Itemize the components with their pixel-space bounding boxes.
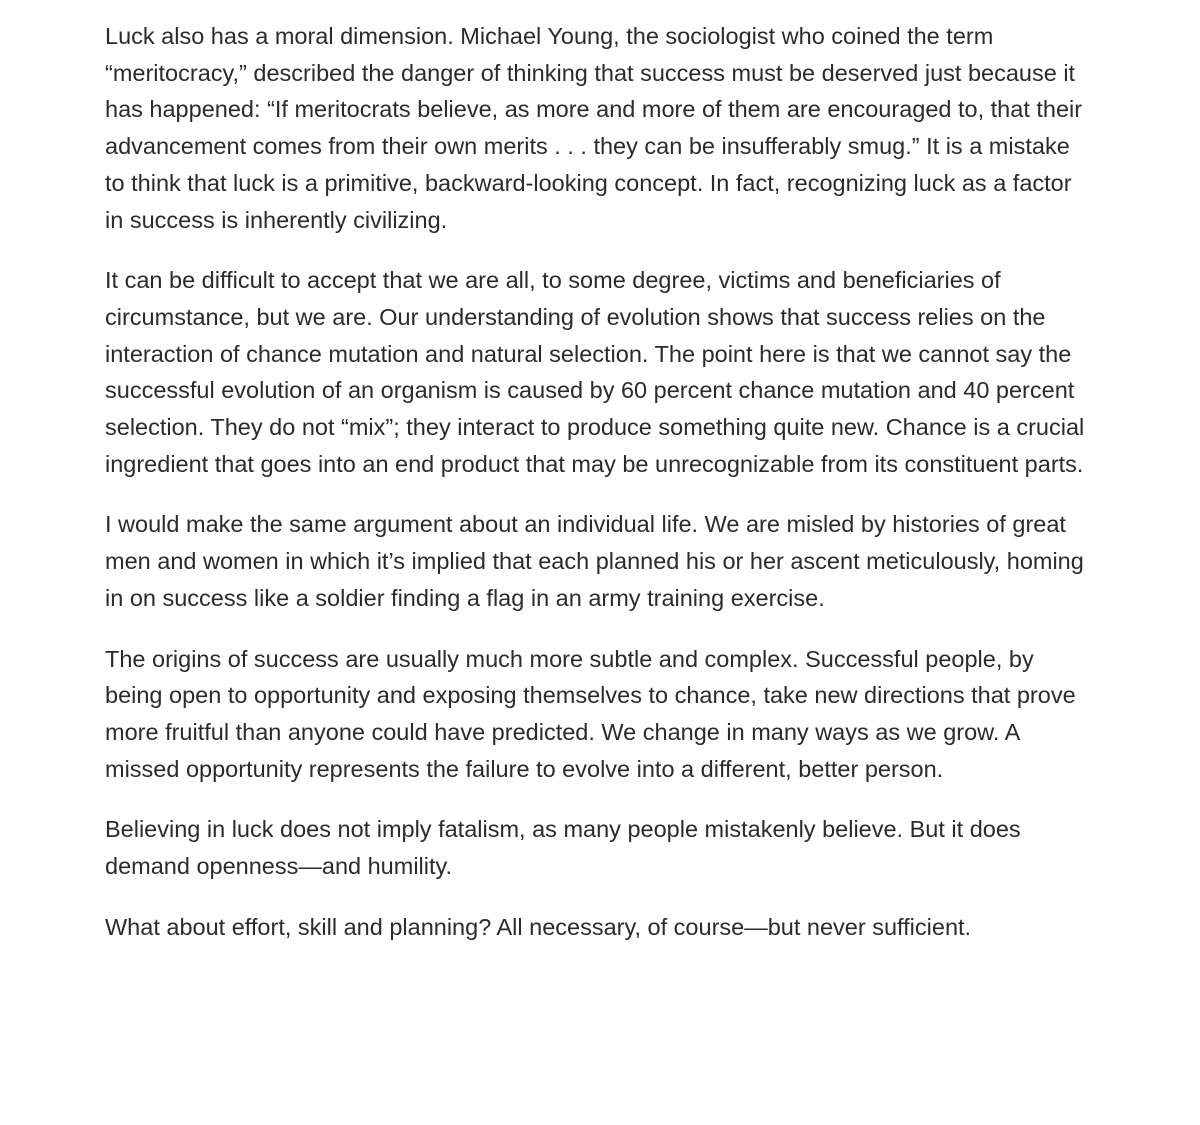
paragraph-individual-life: I would make the same argument about an individual life. We are misled by histories of great men and women in which it’s implied that each planned his or her ascent meticulously, homing in on success like a soldier finding a flag in an army training exercise. (105, 511, 1084, 611)
paragraph-fatalism: Believing in luck does not imply fatalism, as many people mistakenly believe. But it does demand openness—and humility. (105, 816, 1021, 880)
paragraph-effort-skill: What about effort, skill and planning? All necessary, of course—but never sufficient. (105, 913, 972, 940)
paragraph-evolution: It can be difficult to accept that we are all, to some degree, victims and beneficiaries of circumstance, but we are. Our understanding of evolution shows that success relies on the interaction of chance mutation and natural selection. The point here is that we cannot say the successful evolution of an organism is caused by 60 percent chance mutation and 40 percent selection. They do not “mix”; they interact to produce something quite new. Chance is a crucial ingredient that goes into an end product that may be unrecognizable from its constituent parts. (105, 267, 1085, 477)
paragraph-moral-dimension: Luck also has a moral dimension. Michael Young, the sociologist who coined the term “meritocracy,” described the danger of thinking that success must be deserved just because it has happened: “If meritocrats believe, as more and more of them are encouraged to, that their advancement comes from their own merits . . . they can be insufferably smug.” It is a mistake to think that luck is a primitive, backward-looking concept. In fact, recognizing luck as a factor in success is inherently civilizing. (105, 23, 1083, 233)
paragraph-origins-of-success: The origins of success are usually much more subtle and complex. Successful people, by being open to opportunity and exposing themselves to chance, take new directions that prove more fruitful than anyone could have predicted. We change in many ways as we grow. A missed opportunity represents the failure to evolve into a different, better person. (105, 645, 1076, 782)
article-body (105, 18, 1095, 969)
